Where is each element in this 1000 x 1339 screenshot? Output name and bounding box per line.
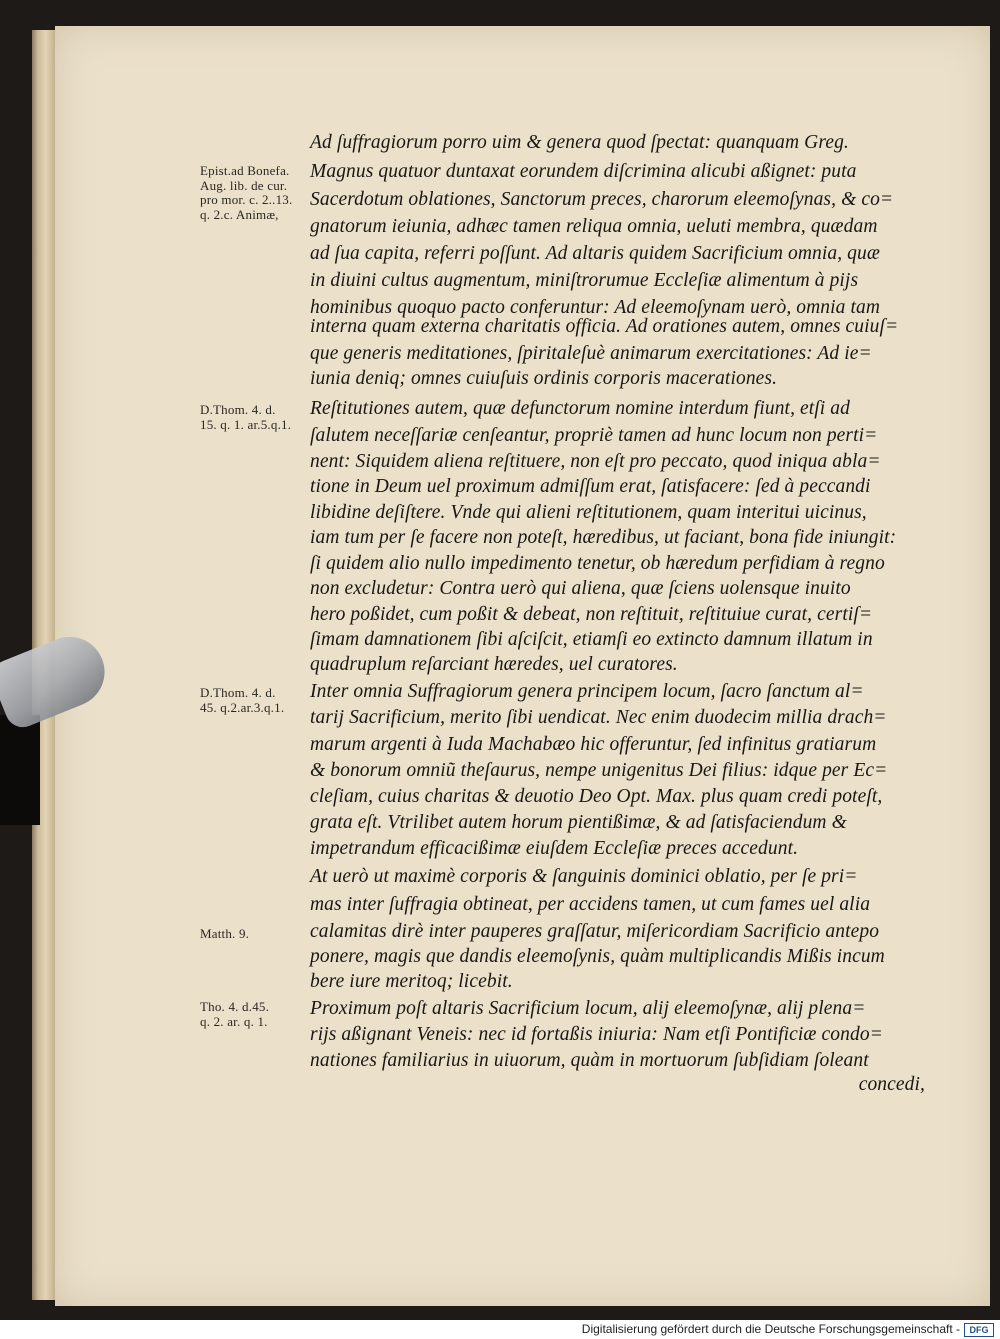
marginal-note-line: Epist.ad Bonefa. — [200, 163, 290, 178]
text-line: tarij Sacrificium, merito ſibi uendicat. Nec enim duodecim millia drach= — [310, 707, 887, 728]
text-line: ponere, magis que dandis eleemoſynis, quàm multiplicandis Mißis incum — [310, 946, 885, 967]
marginal-note-line: 45. q.2.ar.3.q.1. — [200, 699, 285, 715]
marginal-note-line: Matth. 9. — [200, 926, 250, 941]
text-line: marum argenti à Iuda Machabæo hic offeruntur, ſed infinitus gratiarum — [310, 734, 877, 755]
scanner-shadow — [0, 715, 40, 825]
marginal-note-line: q. 2. ar. q. 1. — [200, 1013, 268, 1029]
text-line: nationes familiarius in uiuorum, quàm in mortuorum ſubſidiam ſoleant — [310, 1050, 869, 1071]
marginal-note-line: 15. q. 1. ar.5.q.1. — [200, 416, 292, 432]
text-line: que generis meditationes, ſpiritaleſuè animarum exercitationes: Ad ie= — [310, 343, 872, 364]
text-line: non excludetur: Contra uerò qui aliena, quæ ſciens uolensque inuito — [310, 578, 851, 599]
text-line: ad ſua capita, referri poſſunt. Ad altaris quidem Sacrificium omnia, quæ — [310, 243, 880, 264]
text-line: rijs aßignant Veneis: nec id fortaßis iniuria: Nam etſi Pontificiæ condo= — [310, 1024, 883, 1045]
marginal-note-tho3 — [200, 1000, 320, 1029]
text-line: grata eſt. Vtrilibet autem horum pientißimæ, & ad ſatisfaciendum & — [310, 812, 847, 833]
marginal-note-line: q. 2.c. Animæ, — [200, 206, 279, 222]
text-line: gnatorum ieiunia, adhæc tamen reliqua omnia, ueluti membra, quædam — [310, 216, 878, 237]
marginal-note-thom1 — [200, 403, 320, 432]
marginal-note-thom2 — [200, 686, 320, 715]
footer-bar — [0, 1320, 1000, 1339]
marginal-note-line: Aug. lib. de cur. — [200, 177, 288, 193]
text-line: ſimam damnationem ſibi aſciſcit, etiamſi eo extincto damnum illatum in — [310, 629, 873, 650]
text-line: Ad ſuffragiorum porro uim & genera quod ſpectat: quanquam Greg. — [310, 132, 849, 153]
text-line: mas inter ſuffragia obtineat, per accidens tamen, ut cum fames uel alia — [310, 894, 871, 915]
catchword: concedi, — [858, 1074, 925, 1095]
text-line: interna quam externa charitatis officia. Ad orationes autem, omnes cuiuſ= — [310, 316, 899, 337]
text-line: ſi quidem alio nullo impedimento tenetur, ob hæredum perfidiam à regno — [310, 553, 885, 574]
marginal-note-line: Tho. 4. d.45. — [200, 999, 270, 1014]
text-line: At uerò ut maximè corporis & ſanguinis dominici oblatio, per ſe pri= — [310, 866, 858, 887]
marginal-note-line: D.Thom. 4. d. — [200, 402, 276, 417]
text-line: libidine deſiſtere. Vnde qui alieni reſtitutionem, quam interitui uicinus, — [310, 502, 867, 523]
text-line: nent: Siquidem aliena reſtituere, non eſt pro peccato, quod iniqua abla= — [310, 451, 881, 472]
text-line: iam tum per ſe facere non poteſt, hæredibus, ut faciant, bona fide iniungit: — [310, 527, 897, 548]
marginal-note-line: pro mor. c. 2..13. — [200, 192, 293, 207]
marginal-note-matth — [200, 927, 320, 942]
text-line: Inter omnia Suffragiorum genera principem locum, ſacro ſanctum al= — [310, 681, 864, 702]
text-line: hero poßidet, cum poßit & debeat, non reſtituit, reſtituiue curat, certiſ= — [310, 604, 873, 625]
text-line: Proximum poſt altaris Sacrificium locum, alij eleemoſynæ, alij plena= — [310, 998, 866, 1019]
marginal-note-line: D.Thom. 4. d. — [200, 685, 276, 700]
text-line: Sacerdotum oblationes, Sanctorum preces, charorum eleemoſynas, & co= — [310, 189, 894, 210]
text-line: Magnus quatuor duntaxat eorundem diſcrimina alicubi aßignet: puta — [310, 161, 857, 182]
text-line: calamitas dirè inter pauperes graſſatur, miſericordiam Sacrificio antepo — [310, 921, 880, 942]
text-line: cleſiam, cuius charitas & deuotio Deo Opt. Max. plus quam credi poteſt, — [310, 786, 883, 807]
marginal-note-bonefa — [200, 164, 320, 222]
text-line: quadruplum reſarciant hæredes, uel curatores. — [310, 654, 678, 675]
footer-credit: Digitalisierung gefördert durch die Deutsche Forschungsgemeinschaft - — [581, 1322, 960, 1336]
text-line: Reſtitutiones autem, quæ defunctorum nomine interdum fiunt, etſi ad — [310, 398, 850, 419]
text-line: hominibus quoquo pacto conferuntur: Ad eleemoſynam uerò, omnia tam — [310, 297, 881, 318]
text-line: impetrandum efficacißimæ eiuſdem Eccleſiæ preces accedunt. — [310, 838, 799, 859]
text-line: bere iure meritoq; licebit. — [310, 971, 513, 992]
text-line: & bonorum omniũ theſaurus, nempe unigenitus Dei filius: idque per Ec= — [310, 760, 888, 781]
text-line: ſalutem neceſſariæ cenſeantur, propriè tamen ad hunc locum non perti= — [310, 425, 878, 446]
text-line: in diuini cultus augmentum, miniſtrorumue Eccleſiæ alimentum à pijs — [310, 270, 859, 291]
text-line: iunia deniq; omnes cuiuſuis ordinis corporis macerationes. — [310, 368, 778, 389]
text-line: tione in Deum uel proximum admiſſum erat, ſatisfacere: ſed à peccandi — [310, 476, 871, 497]
dfg-logo: DFG — [964, 1323, 994, 1337]
